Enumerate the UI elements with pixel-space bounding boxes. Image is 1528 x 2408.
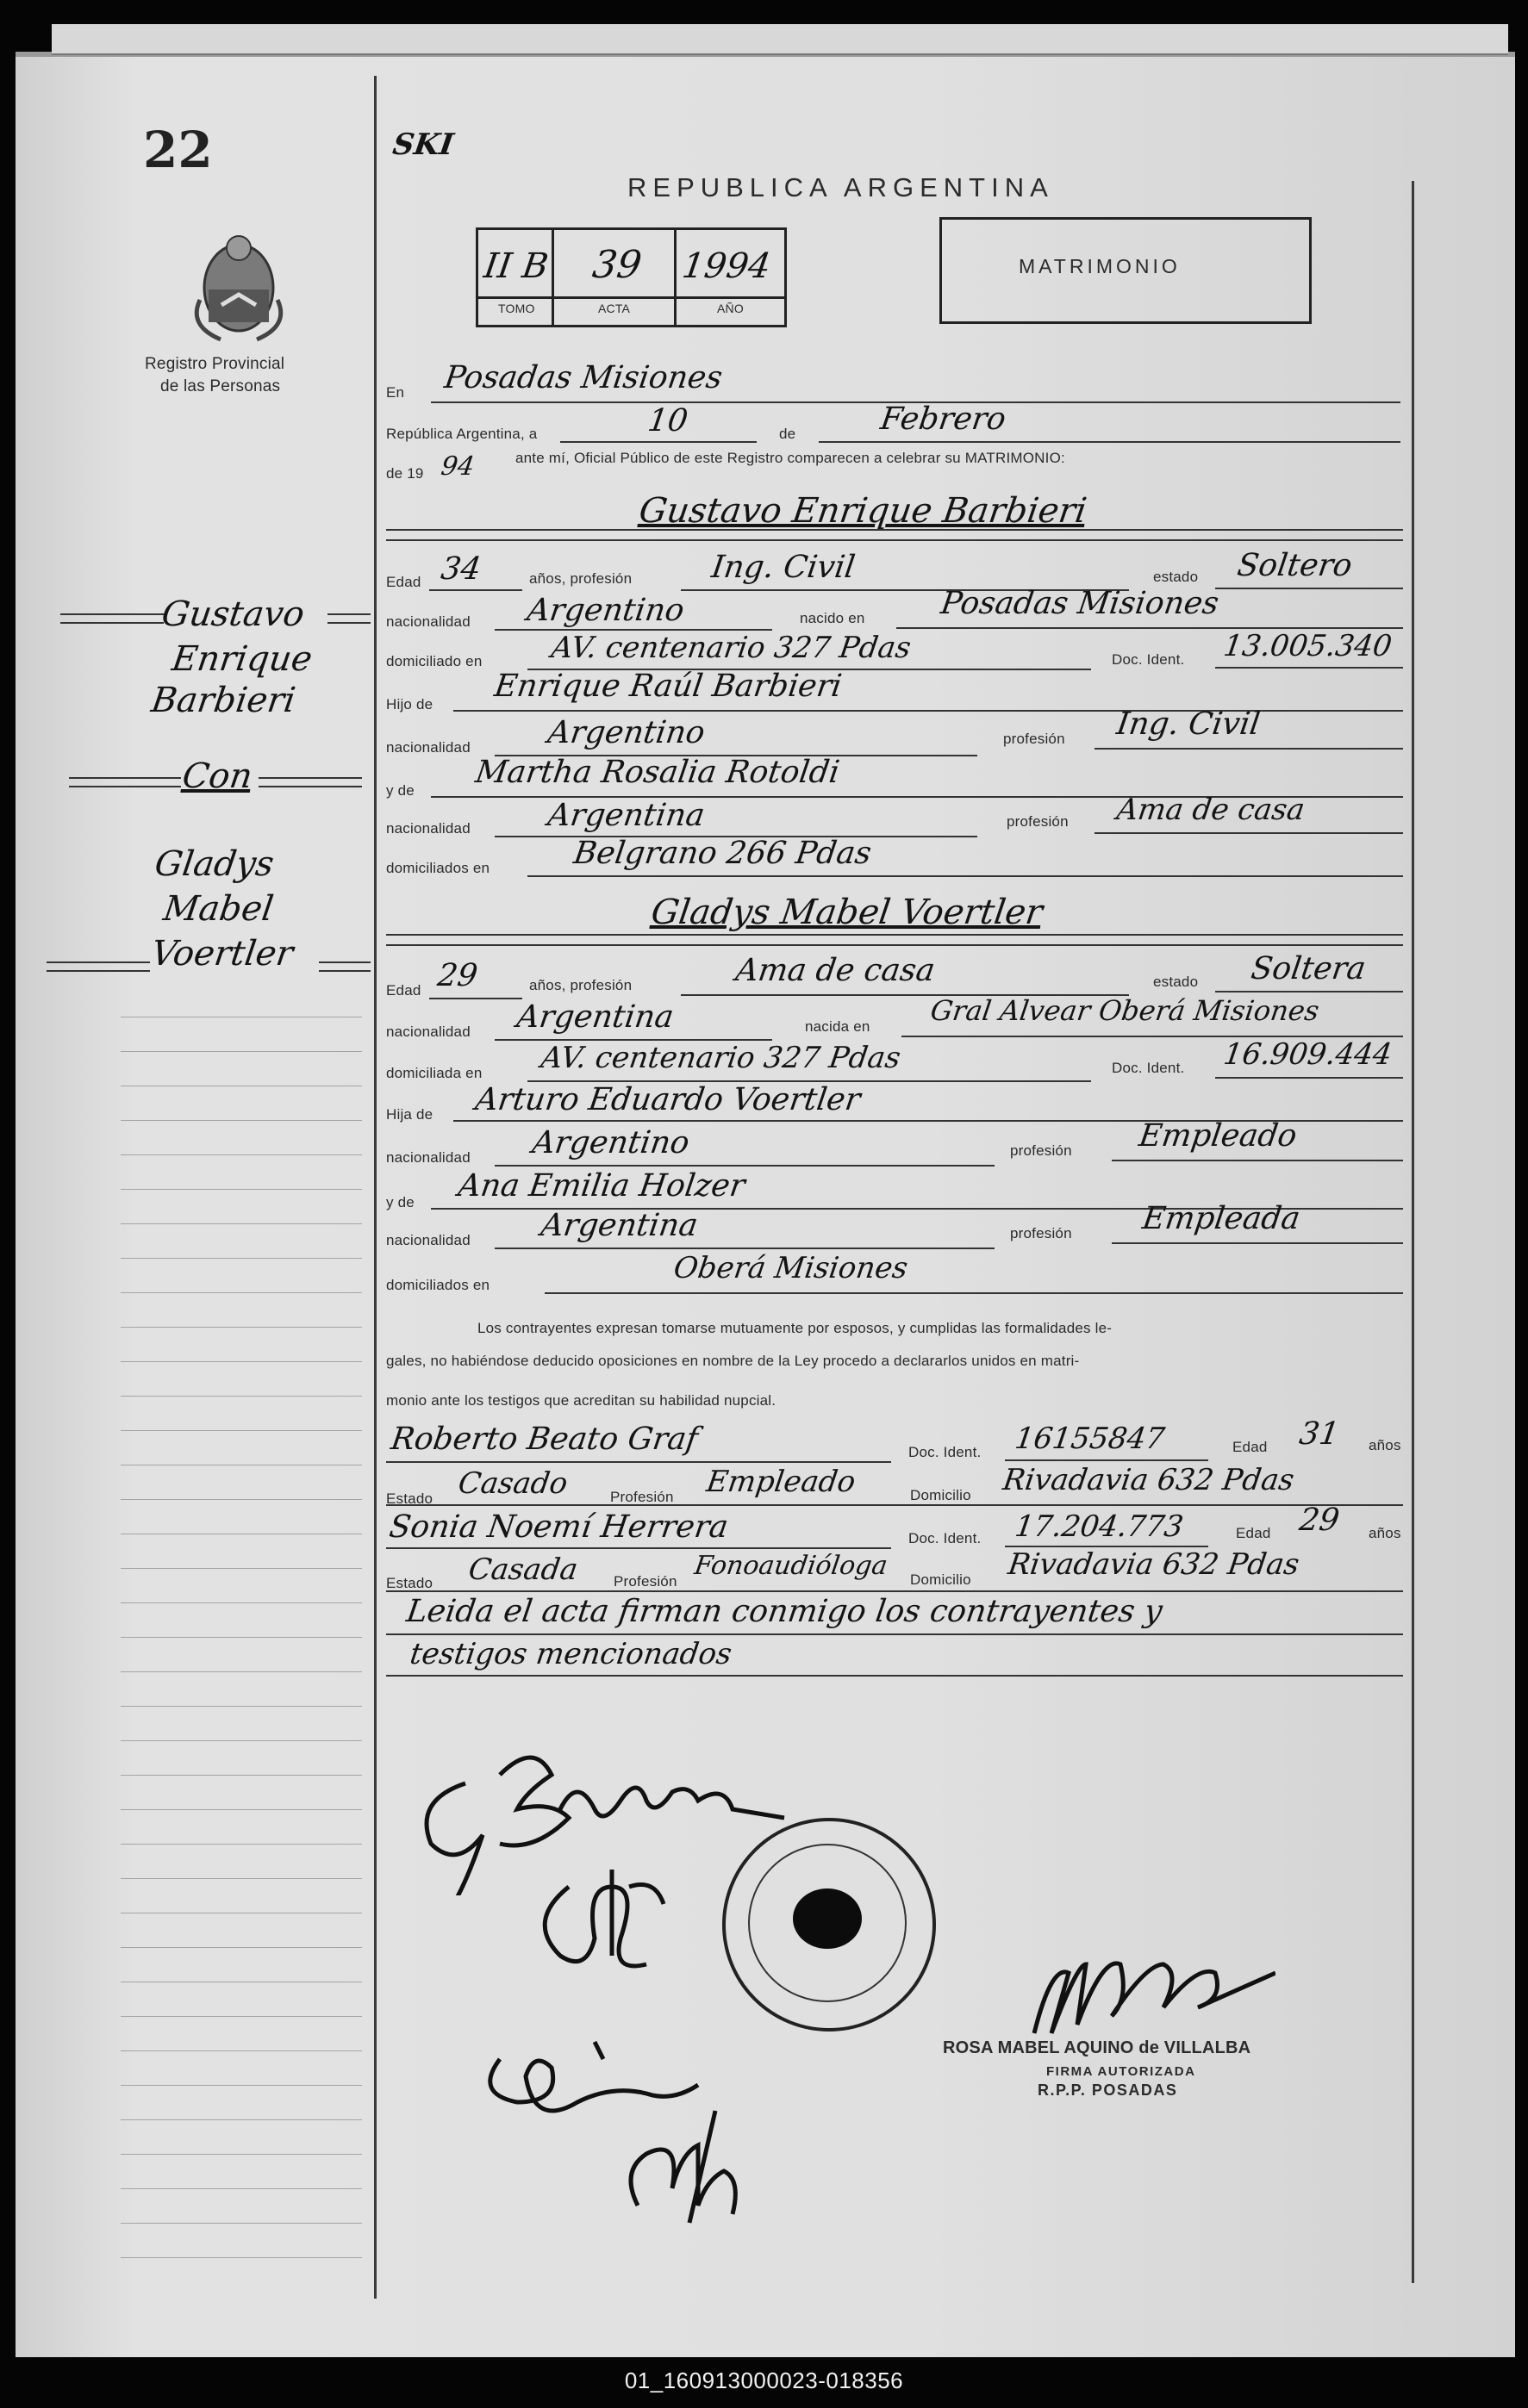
witness2-dom-label: Domicilio <box>910 1571 971 1588</box>
witness1-dom-label: Domicilio <box>910 1487 971 1503</box>
witness2-anos-label: años <box>1369 1525 1401 1541</box>
margin-groom-2: Enrique <box>169 639 315 679</box>
bride-estado-label: estado <box>1153 974 1199 990</box>
bride-parents-dom-label: domiciliados en <box>386 1277 490 1293</box>
declaration-line-2: gales, no habiéndose deducido oposiciones en nombre de la Ley procedo a declararlos unidos en matri- <box>386 1353 1080 1369</box>
witness1-estado-label: Estado <box>386 1490 433 1507</box>
bride-parents-address: Oberá Misiones <box>671 1251 910 1285</box>
groom-father-profession: Ing. Civil <box>1114 706 1263 742</box>
de-label: de <box>779 426 796 442</box>
witness1-doc: 16155847 <box>1013 1422 1167 1456</box>
witness2-doc: 17.204.773 <box>1013 1509 1186 1544</box>
bride-name: Gladys Mabel Voertler <box>648 893 1045 932</box>
bride-nacida-label: nacida en <box>805 1018 870 1035</box>
groom-father-nationality: Argentino <box>546 715 708 750</box>
officer-name: ROSA MABEL AQUINO de VILLALBA <box>943 2038 1251 2057</box>
witness1-address: Rivadavia 632 Pdas <box>1001 1463 1297 1497</box>
groom-birthplace: Posadas Misiones <box>939 586 1221 621</box>
groom-mother-profession: Ama de casa <box>1114 793 1307 827</box>
margin-con: Con <box>179 756 255 796</box>
witness2-name: Sonia Noemí Herrera <box>387 1509 731 1545</box>
witness1-doc-label: Doc. Ident. <box>908 1444 982 1460</box>
act-acta: 39 <box>589 243 645 287</box>
groom-status: Soltero <box>1235 548 1355 583</box>
year-suffix: 94 <box>439 451 477 482</box>
rep-label: República Argentina, a <box>386 426 538 442</box>
declaration-line-3: monio ante los testigos que acreditan su habilidad nupcial. <box>386 1392 776 1409</box>
bride-nac-label: nacionalidad <box>386 1024 471 1040</box>
witness2-edad-label: Edad <box>1236 1525 1271 1541</box>
witness1-age: 31 <box>1297 1416 1342 1452</box>
statement: ante mí, Oficial Público de este Registro comparecen a celebrar su MATRIMONIO: <box>515 450 1065 466</box>
witness1-signature <box>586 2102 776 2231</box>
groom-nac-label: nacionalidad <box>386 613 471 630</box>
witness1-name: Roberto Beato Graf <box>389 1422 701 1457</box>
groom-doc-label: Doc. Ident. <box>1112 651 1185 668</box>
groom-mother: Martha Rosalia Rotoldi <box>473 755 842 790</box>
officer-title: FIRMA AUTORIZADA <box>1046 2064 1196 2079</box>
act-divider-1 <box>552 227 554 325</box>
bride-birthplace: Gral Alvear Oberá Misiones <box>928 994 1322 1027</box>
groom-parents-dom-label: domiciliados en <box>386 860 490 876</box>
bride-mother-nac-label: nacionalidad <box>386 1232 471 1248</box>
bride-yde-label: y de <box>386 1194 415 1210</box>
groom-profession: Ing. Civil <box>709 550 858 585</box>
witness1-status: Casado <box>456 1466 571 1501</box>
bride-father-nac-label: nacionalidad <box>386 1149 471 1166</box>
bride-father-prof-label: profesión <box>1010 1142 1072 1159</box>
margin-groom-1: Gustavo <box>159 594 308 634</box>
act-tomo-label: TOMO <box>498 302 535 315</box>
bride-father: Arturo Eduardo Voertler <box>473 1082 863 1117</box>
bride-signature <box>517 1852 689 1990</box>
groom-edad-label: Edad <box>386 574 421 590</box>
bride-mother-nationality: Argentina <box>539 1208 701 1243</box>
groom-father: Enrique Raúl Barbieri <box>492 669 845 704</box>
groom-age: 34 <box>439 551 483 587</box>
groom-dom-label: domiciliado en <box>386 653 483 669</box>
groom-nacido-label: nacido en <box>800 610 865 626</box>
margin-bride-3: Voertler <box>148 934 296 974</box>
day: 10 <box>646 403 690 439</box>
bride-status: Soltera <box>1249 951 1369 986</box>
margin-bride-1: Gladys <box>152 844 277 884</box>
bride-mother-prof-label: profesión <box>1010 1225 1072 1241</box>
groom-mother-nationality: Argentina <box>546 798 708 833</box>
folio-number: 22 <box>143 121 213 179</box>
month: Febrero <box>878 401 1008 437</box>
witness1-profession: Empleado <box>704 1465 858 1499</box>
country-heading: REPUBLICA ARGENTINA <box>627 172 1054 202</box>
groom-mother-prof-label: profesión <box>1007 813 1069 830</box>
witness2-status: Casada <box>466 1552 580 1587</box>
corner-mark: SKI <box>390 128 456 162</box>
bride-hija-label: Hija de <box>386 1106 433 1123</box>
place: Posadas Misiones <box>442 360 725 395</box>
closing-line-2: testigos mencionados <box>408 1637 734 1671</box>
margin-groom-3: Barbieri <box>148 681 298 720</box>
witness2-prof-label: Profesión <box>614 1573 677 1590</box>
bride-mother: Ana Emilia Holzer <box>456 1168 747 1204</box>
witness1-anos-label: años <box>1369 1437 1401 1453</box>
bride-edad-label: Edad <box>386 982 421 999</box>
act-ano: 1994 <box>679 246 774 286</box>
witness2-age: 29 <box>1297 1503 1342 1538</box>
witness2-profession: Fonoaudióloga <box>692 1551 889 1581</box>
witness2-doc-label: Doc. Ident. <box>908 1530 982 1546</box>
bride-doc-label: Doc. Ident. <box>1112 1060 1185 1076</box>
officer-office: R.P.P. POSADAS <box>1038 2081 1178 2099</box>
registry-line2: de las Personas <box>160 377 281 395</box>
bride-dom-label: domiciliada en <box>386 1065 483 1081</box>
witness1-prof-label: Profesión <box>610 1489 674 1505</box>
groom-parents-address: Belgrano 266 Pdas <box>571 836 874 871</box>
officer-signature <box>1017 1938 1275 2050</box>
act-tomo: II B <box>481 246 551 286</box>
margin-bride-2: Mabel <box>160 889 277 929</box>
act-ano-label: AÑO <box>717 302 744 315</box>
image-caption: 01_160913000023-018356 <box>624 2368 904 2393</box>
bride-doc: 16.909.444 <box>1221 1037 1394 1072</box>
witness2-estado-label: Estado <box>386 1575 433 1591</box>
act-type: MATRIMONIO <box>1019 255 1181 277</box>
coat-of-arms-icon <box>183 222 295 343</box>
bride-age: 29 <box>435 958 480 993</box>
seal-center-mark <box>793 1888 862 1949</box>
groom-hijo-label: Hijo de <box>386 696 433 712</box>
groom-address: AV. centenario 327 Pdas <box>549 631 914 665</box>
groom-father-nac-label: nacionalidad <box>386 739 471 756</box>
groom-doc: 13.005.340 <box>1221 629 1394 663</box>
bride-father-nationality: Argentino <box>530 1125 692 1160</box>
groom-yde-label: y de <box>386 782 415 799</box>
act-divider-2 <box>674 227 677 325</box>
bride-prof-label: años, profesión <box>529 977 633 993</box>
en-label: En <box>386 384 405 401</box>
registry-line1: Registro Provincial <box>145 355 285 373</box>
page-top-edge <box>52 24 1508 55</box>
closing-line-1: Leida el acta firman conmigo los contrayentes y <box>404 1594 1165 1629</box>
margin-rule <box>374 76 377 2299</box>
bride-father-profession: Empleado <box>1137 1118 1300 1154</box>
bride-address: AV. centenario 327 Pdas <box>539 1041 903 1075</box>
right-rule <box>1412 181 1414 2283</box>
groom-estado-label: estado <box>1153 569 1199 585</box>
bride-mother-profession: Empleada <box>1140 1201 1303 1236</box>
year-prefix: de 19 <box>386 465 424 482</box>
bride-profession: Ama de casa <box>733 953 938 988</box>
groom-mother-nac-label: nacionalidad <box>386 820 471 837</box>
declaration-line-1: Los contrayentes expresan tomarse mutuamente por esposos, y cumplidas las formalidades le- <box>477 1320 1113 1336</box>
witness2-address: Rivadavia 632 Pdas <box>1006 1547 1302 1582</box>
groom-prof-label: años, profesión <box>529 570 633 587</box>
act-label-rule <box>476 296 784 299</box>
witness1-edad-label: Edad <box>1232 1439 1268 1455</box>
groom-father-prof-label: profesión <box>1003 731 1065 747</box>
bride-nationality: Argentina <box>515 999 677 1035</box>
act-acta-label: ACTA <box>598 302 631 315</box>
groom-nationality: Argentino <box>525 593 687 628</box>
groom-name: Gustavo Enrique Barbieri <box>636 491 1089 531</box>
